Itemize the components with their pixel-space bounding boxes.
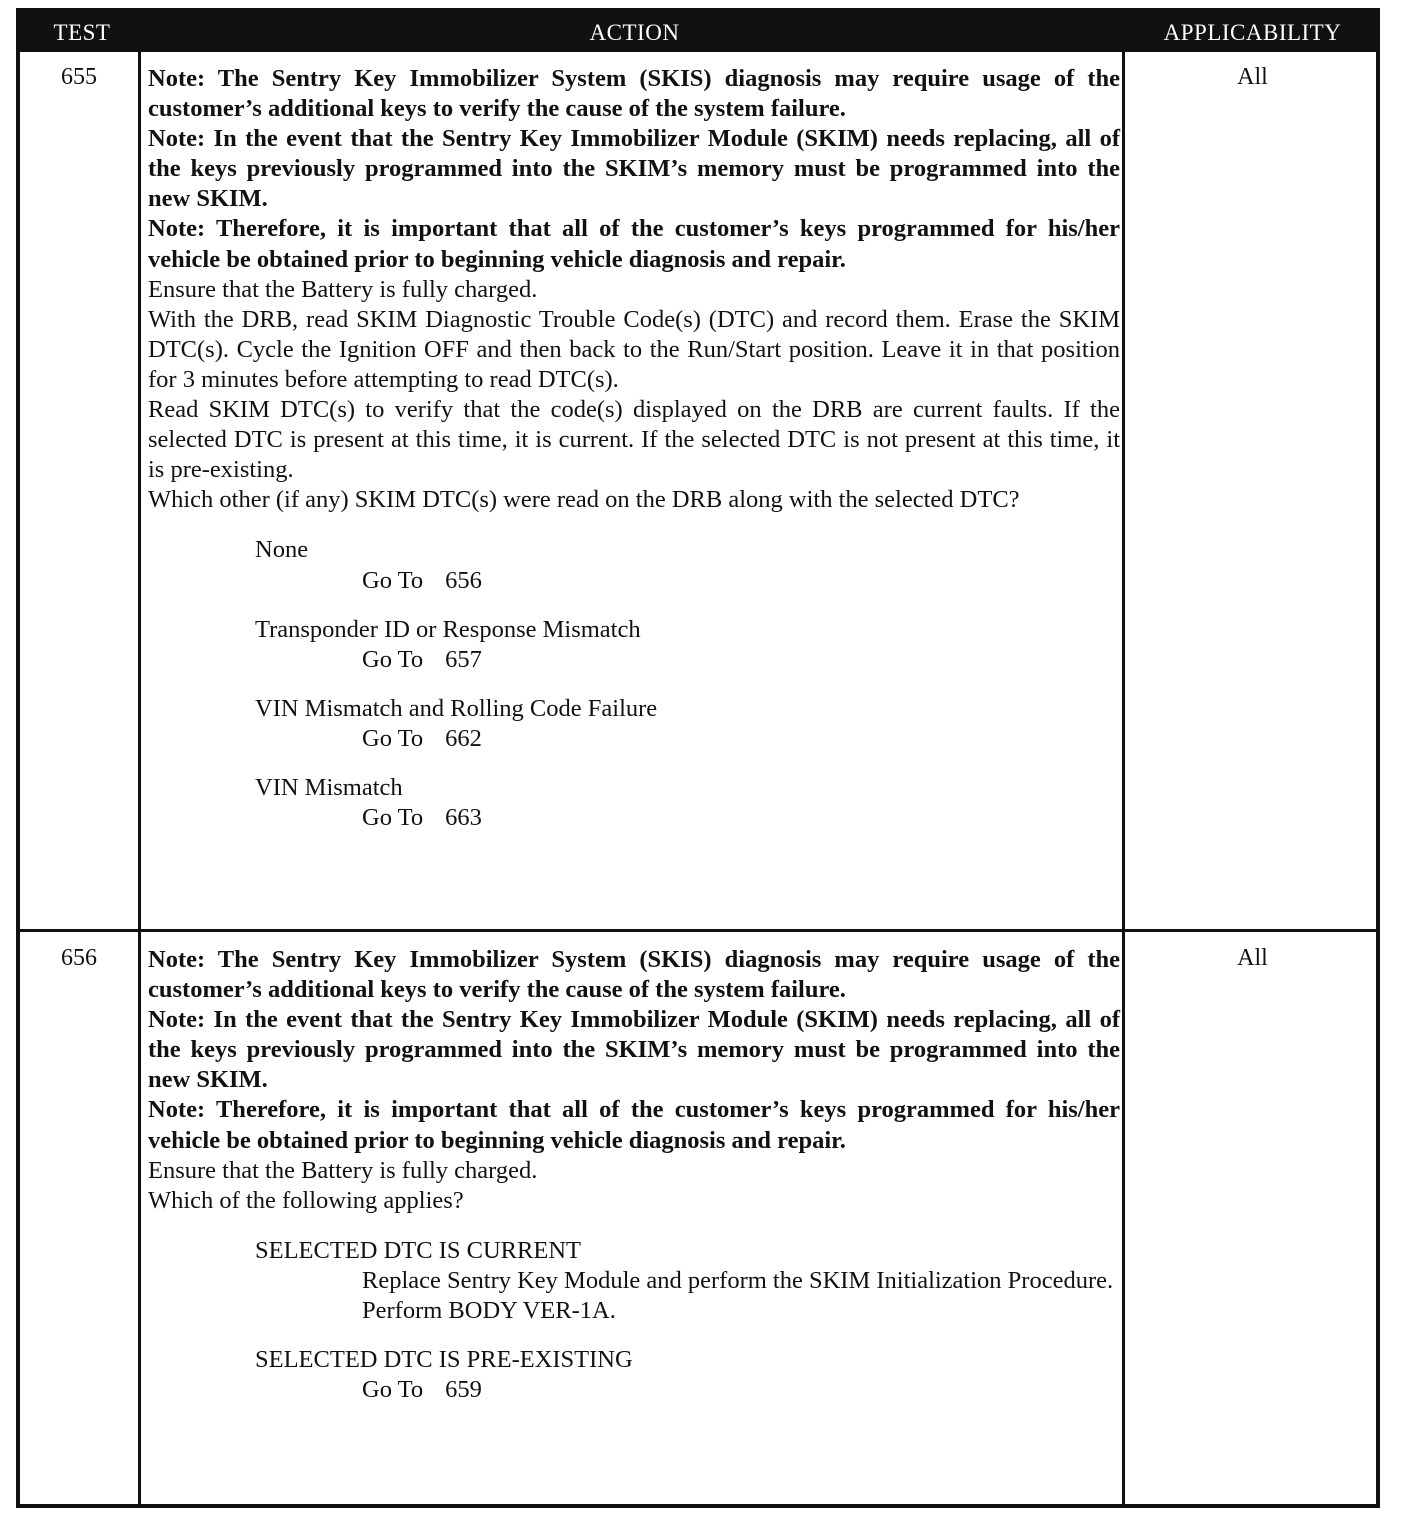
table-header <box>20 12 1376 52</box>
goto-line <box>362 724 1120 754</box>
note: Note: The Sentry Key Immobilizer System (SKIS) diagnosis may require usage of the customer’s additional keys to verify the cause of the system failure. <box>148 946 1120 1004</box>
row-divider <box>20 929 1376 932</box>
column-divider <box>1122 52 1125 1504</box>
header-action: ACTION <box>589 20 680 45</box>
option-label: Transponder ID or Response Mismatch <box>255 615 641 643</box>
note: Note: In the event that the Sentry Key Immobilizer Module (SKIM) needs replacing, all of the keys previously programmed into the SKIM’s memory must be programmed into the new SKIM. <box>148 1006 1120 1094</box>
option-label: None <box>255 536 309 564</box>
header-applicability: APPLICABILITY <box>1163 20 1342 45</box>
applicability-value: All <box>1237 945 1268 971</box>
option-label: SELECTED DTC IS CURRENT <box>255 1236 581 1264</box>
goto-target: 656 <box>445 566 482 594</box>
option-label: VIN Mismatch <box>255 773 403 801</box>
goto-label: Go To <box>362 724 424 752</box>
goto-target: 662 <box>445 724 482 752</box>
action-cell <box>148 945 1120 1405</box>
goto-line <box>362 645 1120 675</box>
goto-label: Go To <box>362 566 424 594</box>
header-test: TEST <box>53 20 111 45</box>
goto-line <box>362 566 1120 596</box>
goto-target: 659 <box>445 1376 482 1404</box>
instruction-text: Ensure that the Battery is fully charged. <box>148 275 538 303</box>
note: Note: The Sentry Key Immobilizer System (SKIS) diagnosis may require usage of the customer’s additional keys to verify the cause of the system failure. <box>148 65 1120 123</box>
option-label: SELECTED DTC IS PRE-EXISTING <box>255 1346 633 1374</box>
option-action: Replace Sentry Key Module and perform the SKIM Initialization Procedure. <box>362 1266 1114 1294</box>
goto-label: Go To <box>362 804 424 832</box>
goto-line <box>362 1375 1120 1405</box>
instruction-text: Read SKIM DTC(s) to verify that the code(s) displayed on the DRB are current faults. If the selected DTC is present at this time, it is current. If the selected DTC is not present at this time, it is pre-existing. <box>148 396 1120 484</box>
goto-target: 657 <box>445 645 482 673</box>
option-action: Perform BODY VER-1A. <box>362 1297 616 1325</box>
question-text: Which of the following applies? <box>148 1186 464 1214</box>
column-divider <box>138 52 141 1504</box>
goto-target: 663 <box>445 804 482 832</box>
note: Note: In the event that the Sentry Key Immobilizer Module (SKIM) needs replacing, all of the keys previously programmed into the SKIM’s memory must be programmed into the new SKIM. <box>148 125 1120 213</box>
applicability-value: All <box>1237 64 1268 90</box>
goto-line <box>362 803 1120 833</box>
question-text: Which other (if any) SKIM DTC(s) were read on the DRB along with the selected DTC? <box>148 486 1020 514</box>
goto-label: Go To <box>362 645 424 673</box>
diagnostic-table <box>16 8 1380 1508</box>
instruction-text: With the DRB, read SKIM Diagnostic Trouble Code(s) (DTC) and record them. Erase the SKIM DTC(s). Cycle the Ignition OFF and then back to the Run/Start position. Leave it in that position for 3 minutes before attempting to read DTC(s). <box>148 305 1120 393</box>
test-number: 655 <box>61 64 97 90</box>
goto-label: Go To <box>362 1376 424 1404</box>
test-number: 656 <box>61 945 97 971</box>
note: Note: Therefore, it is important that all of the customer’s keys programmed for his/her vehicle be obtained prior to beginning vehicle diagnosis and repair. <box>148 1096 1120 1154</box>
action-cell <box>148 64 1120 833</box>
option-label: VIN Mismatch and Rolling Code Failure <box>255 694 658 722</box>
instruction-text: Ensure that the Battery is fully charged. <box>148 1156 538 1184</box>
note: Note: Therefore, it is important that all of the customer’s keys programmed for his/her vehicle be obtained prior to beginning vehicle diagnosis and repair. <box>148 215 1120 273</box>
